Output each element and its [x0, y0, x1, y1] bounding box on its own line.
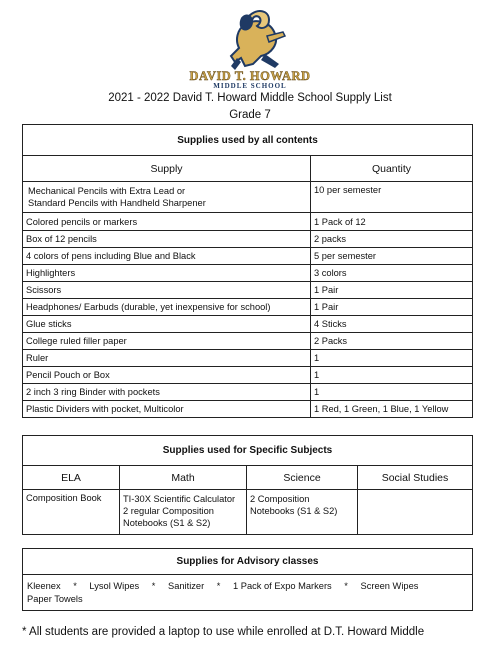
quantity-cell: 1 Pair — [311, 299, 473, 316]
supply-cell: 4 colors of pens including Blue and Black — [23, 248, 311, 265]
specific-subjects-title: Supplies used for Specific Subjects — [23, 436, 473, 466]
quantity-cell: 5 per semester — [311, 248, 473, 265]
quantity-cell: 2 Packs — [311, 333, 473, 350]
table-row — [23, 231, 473, 248]
table-row — [23, 350, 473, 367]
science-cell-line2: Notebooks (S1 & S2) — [250, 506, 338, 516]
table-row — [23, 384, 473, 401]
logo-subtitle: MIDDLE SCHOOL — [213, 82, 287, 90]
supply-cell: Ruler — [23, 350, 311, 367]
supply-cell: Glue sticks — [23, 316, 311, 333]
math-column-header: Math — [120, 466, 247, 490]
table-row — [23, 367, 473, 384]
advisory-separator: * — [73, 580, 77, 591]
supply-cell-line2: Standard Pencils with Handheld Sharpener — [28, 198, 206, 208]
advisory-items-line1 — [27, 580, 468, 593]
quantity-cell: 4 Sticks — [311, 316, 473, 333]
quantity-column-header: Quantity — [311, 156, 473, 182]
table-row — [23, 248, 473, 265]
supply-cell: Scissors — [23, 282, 311, 299]
supply-cell: Plastic Dividers with pocket, Multicolor — [23, 401, 311, 418]
math-cell-line2: 2 regular Composition — [123, 506, 214, 516]
supply-cell: Headphones/ Earbuds (durable, yet inexpensive for school) — [23, 299, 311, 316]
all-contents-title: Supplies used by all contents — [23, 125, 473, 156]
table-row — [23, 490, 473, 535]
supply-column-header: Supply — [23, 156, 311, 182]
science-cell-line1: 2 Composition — [250, 494, 310, 504]
quantity-cell: 3 colors — [311, 265, 473, 282]
grade-label: Grade 7 — [229, 109, 271, 121]
social-studies-cell — [358, 490, 473, 535]
table-row — [23, 333, 473, 350]
supply-cell: Highlighters — [23, 265, 311, 282]
table-row — [23, 299, 473, 316]
advisory-separator: * — [151, 580, 156, 591]
advisory-item: 1 Pack of Expo Markers — [233, 580, 332, 591]
supply-cell: Pencil Pouch or Box — [23, 367, 311, 384]
social-studies-column-header: Social Studies — [358, 466, 473, 490]
quantity-cell: 1 — [311, 384, 473, 401]
advisory-separator: * — [216, 580, 221, 591]
supply-cell: Mechanical Pencils with Extra Lead or — [28, 186, 186, 196]
advisory-items-line2: Paper Towels — [27, 593, 83, 604]
advisory-item: Lysol Wipes — [89, 580, 140, 591]
table-row — [23, 265, 473, 282]
table-row — [23, 316, 473, 333]
quantity-cell: 1 Pair — [311, 282, 473, 299]
table-row — [23, 182, 473, 213]
math-cell-line1: TI-30X Scientific Calculator — [123, 494, 236, 504]
science-column-header: Science — [247, 466, 358, 490]
quantity-cell: 10 per semester — [311, 182, 473, 213]
supply-cell: College ruled filler paper — [23, 333, 311, 350]
supply-cell: Box of 12 pencils — [23, 231, 311, 248]
advisory-item: Sanitizer — [168, 580, 205, 591]
advisory-separator: * — [344, 580, 348, 591]
ela-column-header: ELA — [23, 466, 120, 490]
advisory-items-cell — [23, 575, 473, 611]
supply-cell: 2 inch 3 ring Binder with pockets — [23, 384, 311, 401]
advisory-title: Supplies for Advisory classes — [23, 549, 473, 575]
quantity-cell: 1 — [311, 350, 473, 367]
quantity-cell: 1 Red, 1 Green, 1 Blue, 1 Yellow — [311, 401, 473, 418]
table-row — [23, 282, 473, 299]
advisory-item: Kleenex — [27, 580, 61, 591]
ela-cell: Composition Book — [23, 490, 120, 535]
advisory-table — [22, 548, 473, 611]
quantity-cell: 1 — [311, 367, 473, 384]
all-contents-table — [22, 124, 473, 418]
advisory-item: Screen Wipes — [360, 580, 419, 591]
logo-wordmark: DAVID T. HOWARD — [189, 69, 311, 83]
table-row — [23, 213, 473, 231]
quantity-cell: 2 packs — [311, 231, 473, 248]
document-title: 2021 - 2022 David T. Howard Middle School Supply List — [108, 92, 392, 104]
quantity-cell: 1 Pack of 12 — [311, 213, 473, 231]
supply-cell: Colored pencils or markers — [23, 213, 311, 231]
specific-subjects-table — [22, 435, 473, 535]
laptop-footnote: * All students are provided a laptop to use while enrolled at D.T. Howard Middle — [22, 626, 425, 638]
math-cell-line3: Notebooks (S1 & S2) — [123, 518, 211, 528]
table-row — [23, 401, 473, 418]
